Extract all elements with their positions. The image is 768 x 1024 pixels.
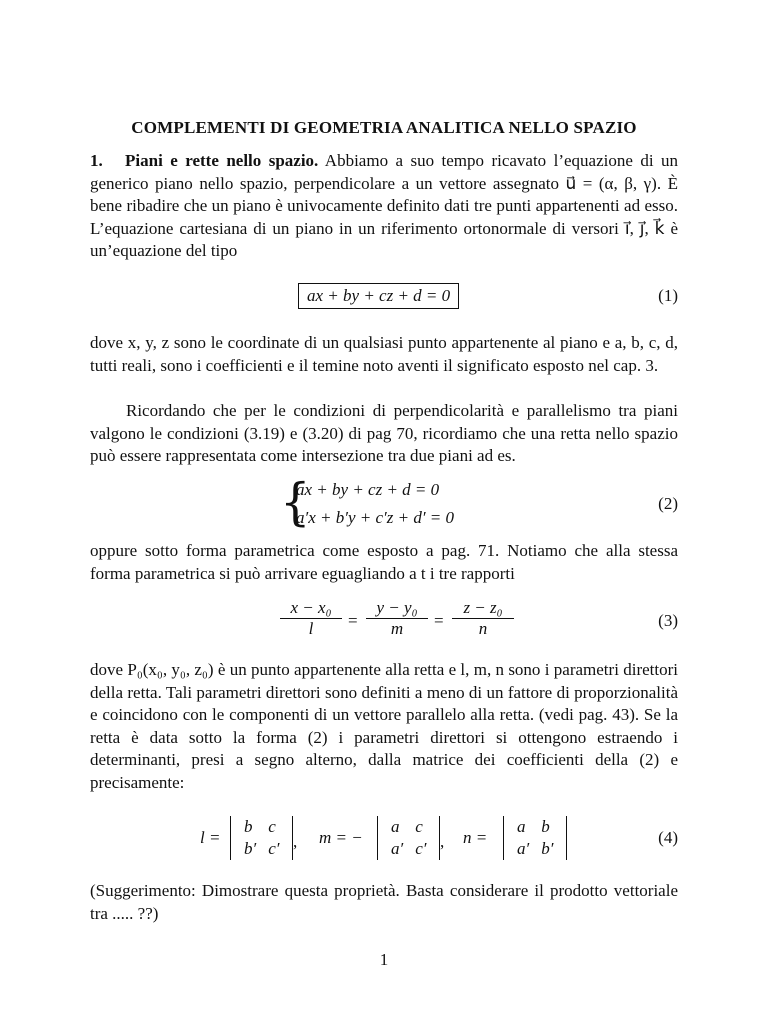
system-line-1: ax + by + cz + d = 0 [296,480,440,499]
left-brace: { [280,472,311,532]
equation-3-label: (3) [658,611,678,630]
paragraph-direction-parameters: dove P₀(x₀, y₀, z₀) è un punto appartenente alla retta e l, m, n sono i parametri direttori della retta. Tali parametri direttori sono definiti a meno di un fattore di proporzionalità e coincidono con le componenti di un vettore parallelo alla retta. (vedi pag. 43). Se la retta è data sotto la forma (2) i parametri direttori si ottengono estraendo i determinanti, presi a segno alterno, dalla matrice dei coefficienti della (2) e precisamente: [90,660,678,792]
paragraph-hint: (Suggerimento: Dimostrare questa proprietà. Basta considerare il prodotto vettoriale tra ..... ??) [90,881,678,923]
n-equals: n = [463,828,488,847]
plane-equation: ax + by + cz + d = 0 [298,283,459,309]
equation-2 [90,472,678,534]
section-number: 1. [90,151,103,170]
equation-4 [90,814,678,866]
equation-4-label: (4) [658,828,678,847]
paragraph-coordinates: dove x, y, z sono le coordinate di un qualsiasi punto appartenente al piano e a, b, c, d, tutti reali, sono i coefficienti e il temine noto aventi il significato esposto nel cap. 3. [90,333,678,375]
fraction-x-denominator: l [308,619,314,638]
fraction-z-numerator: z − z₀ [452,598,514,619]
equals-2: = [434,611,444,630]
equation-2-label: (2) [658,494,678,513]
fraction-y-numerator: y − y₀ [366,598,428,619]
comma-2: , [440,832,445,851]
equation-1-label: (1) [658,286,678,305]
comma-1: , [293,832,298,851]
fraction-x [280,598,342,639]
page-number: 1 [379,950,389,969]
equals-1: = [348,611,358,630]
equation-1 [90,283,678,323]
fraction-y [366,598,428,639]
fraction-y-denominator: m [390,619,404,638]
section-heading: Piani e rette nello spazio. [125,151,319,170]
l-equals: l = [200,828,221,847]
paragraph-intersection: Ricordando che per le condizioni di perpendicolarità e parallelismo tra piani valgono le condizioni (3.19) e (3.20) di pag 70, ricordiamo che una retta nello spazio può essere rappresentata come intersezione tra due piani ad es. [90,401,678,465]
fraction-x-numerator: x − x₀ [280,598,342,619]
intro-text: Abbiamo a suo tempo ricavato l’equazione di un generico piano nello spazio, perpendicolare a un vettore assegnato u⃗ = (α, β, γ). È bene ribadire che un piano è univocamente definito dati tre punti appartenenti ad esso. L’equazione cartesiana di un piano in un riferimento ortonormale di versori i⃗, j⃗, k⃗ è un’equazione del tipo [90,151,678,260]
equation-3 [90,598,678,650]
fraction-z [452,598,514,639]
m-equals: m = − [319,828,363,847]
system-line-2: a′x + b′y + c′z + d′ = 0 [296,508,455,527]
determinant-m: a c a′ c′ [377,816,440,860]
determinant-l: b c b′ c′ [230,816,293,860]
determinant-n: a b a′ b′ [503,816,567,860]
fraction-z-denominator: n [478,619,488,638]
section-intro [90,150,678,263]
page-title: COMPLEMENTI DI GEOMETRIA ANALITICA NELLO SPAZIO [131,118,637,137]
paragraph-parametric: oppure sotto forma parametrica come esposto a pag. 71. Notiamo che alla stessa forma parametrica si può arrivare eguagliando a t i tre rapporti [90,541,678,583]
